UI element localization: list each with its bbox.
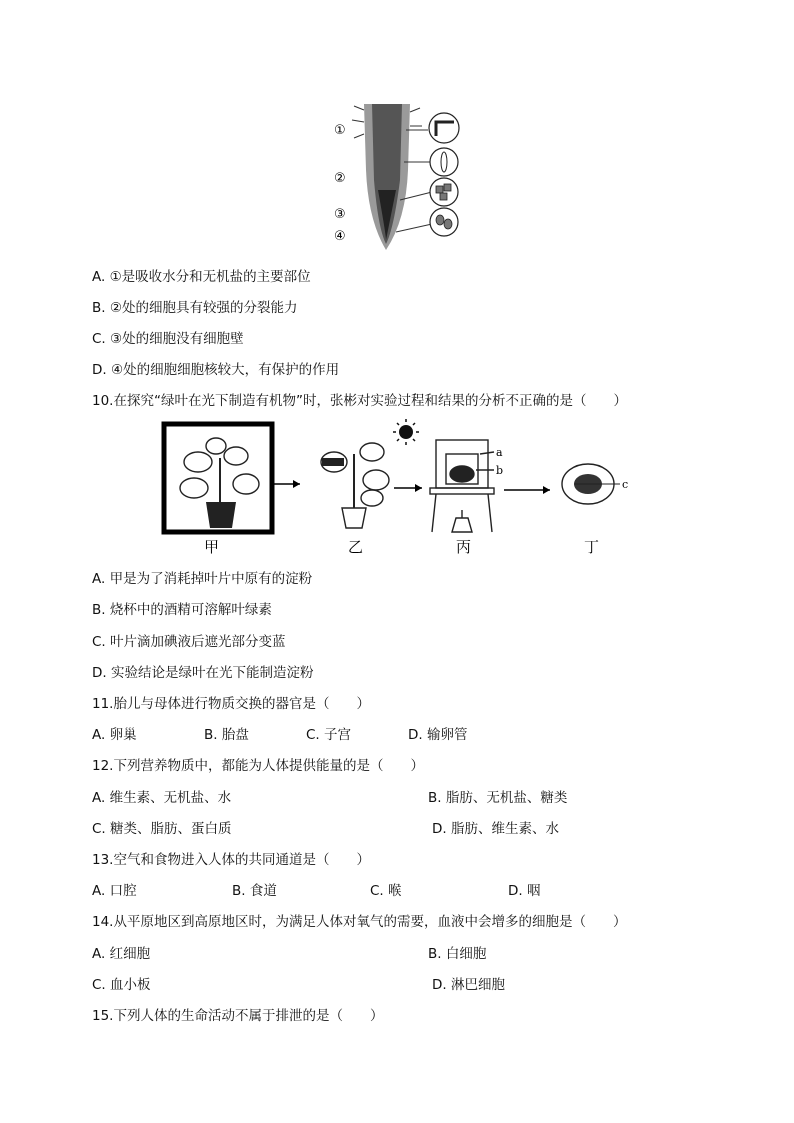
- q11-option-b: B. 胎盘: [204, 727, 249, 743]
- label-ding: 丁: [584, 538, 600, 556]
- q14-option-a: A. 红细胞: [92, 946, 151, 962]
- q12-option-c: C. 糖类、脂肪、蛋白质: [92, 821, 232, 837]
- label-b: b: [496, 464, 504, 477]
- q10-option-b: B. 烧杯中的酒精可溶解叶绿素: [92, 602, 272, 618]
- q14-stem: 14.从平原地区到高原地区时，为满足人体对氧气的需要，血液中会增多的细胞是（ ）: [92, 914, 627, 930]
- label-yi: 乙: [348, 538, 364, 556]
- q13-option-b: B. 食道: [232, 883, 277, 899]
- q13-option-c: C. 喉: [370, 883, 402, 899]
- q13-stem: 13.空气和食物进入人体的共同通道是（ ）: [92, 852, 370, 868]
- marker-4: ④: [334, 229, 346, 244]
- q9-option-b: B. ②处的细胞具有较强的分裂能力: [92, 300, 298, 316]
- tested-leaf: [562, 464, 620, 504]
- root-tip-figure: [328, 100, 478, 252]
- q14-option-c: C. 血小板: [92, 977, 151, 993]
- marker-1: ①: [334, 123, 346, 138]
- q11-option-d: D. 输卵管: [408, 727, 468, 743]
- q10-stem: 10.在探究“绿叶在光下制造有机物”时，张彬对实验过程和结果的分析不正确的是（ ）: [92, 393, 627, 409]
- q11-stem: 11.胎儿与母体进行物质交换的器官是（ ）: [92, 696, 370, 712]
- q14-option-b: B. 白细胞: [428, 946, 487, 962]
- q13-option-d: D. 咽: [508, 883, 541, 899]
- light-plant: [321, 443, 389, 528]
- q10-option-a: A. 甲是为了消耗掉叶片中原有的淀粉: [92, 571, 313, 587]
- sun-icon: [393, 419, 419, 445]
- q14-option-d: D. 淋巴细胞: [432, 977, 505, 993]
- q11-option-c: C. 子宫: [306, 727, 352, 743]
- q12-option-d: D. 脂肪、维生素、水: [432, 821, 559, 837]
- marker-2: ②: [334, 171, 346, 186]
- label-a: a: [496, 446, 503, 459]
- q15-stem: 15.下列人体的生命活动不属于排泄的是（ ）: [92, 1008, 384, 1024]
- q9-option-c: C. ③处的细胞没有细胞壁: [92, 331, 244, 347]
- q13-option-a: A. 口腔: [92, 883, 137, 899]
- q10-option-d: D. 实验结论是绿叶在光下能制造淀粉: [92, 665, 314, 681]
- q9-option-d: D. ④处的细胞细胞核较大，有保护的作用: [92, 362, 340, 378]
- q12-stem: 12.下列营养物质中，都能为人体提供能量的是（ ）: [92, 758, 424, 774]
- q9-option-a: A. ①是吸收水分和无机盐的主要部位: [92, 269, 311, 285]
- q12-option-a: A. 维生素、无机盐、水: [92, 790, 232, 806]
- leaf-experiment-figure: [150, 418, 640, 564]
- q12-option-b: B. 脂肪、无机盐、糖类: [428, 790, 568, 806]
- label-bing: 丙: [456, 538, 472, 556]
- water-bath-apparatus: [430, 440, 494, 532]
- label-c: c: [622, 478, 629, 491]
- q11-option-a: A. 卵巢: [92, 727, 137, 743]
- q10-option-c: C. 叶片滴加碘液后遮光部分变蓝: [92, 634, 286, 650]
- marker-3: ③: [334, 207, 346, 222]
- label-jia: 甲: [204, 538, 220, 556]
- dark-box-plant: [164, 424, 272, 532]
